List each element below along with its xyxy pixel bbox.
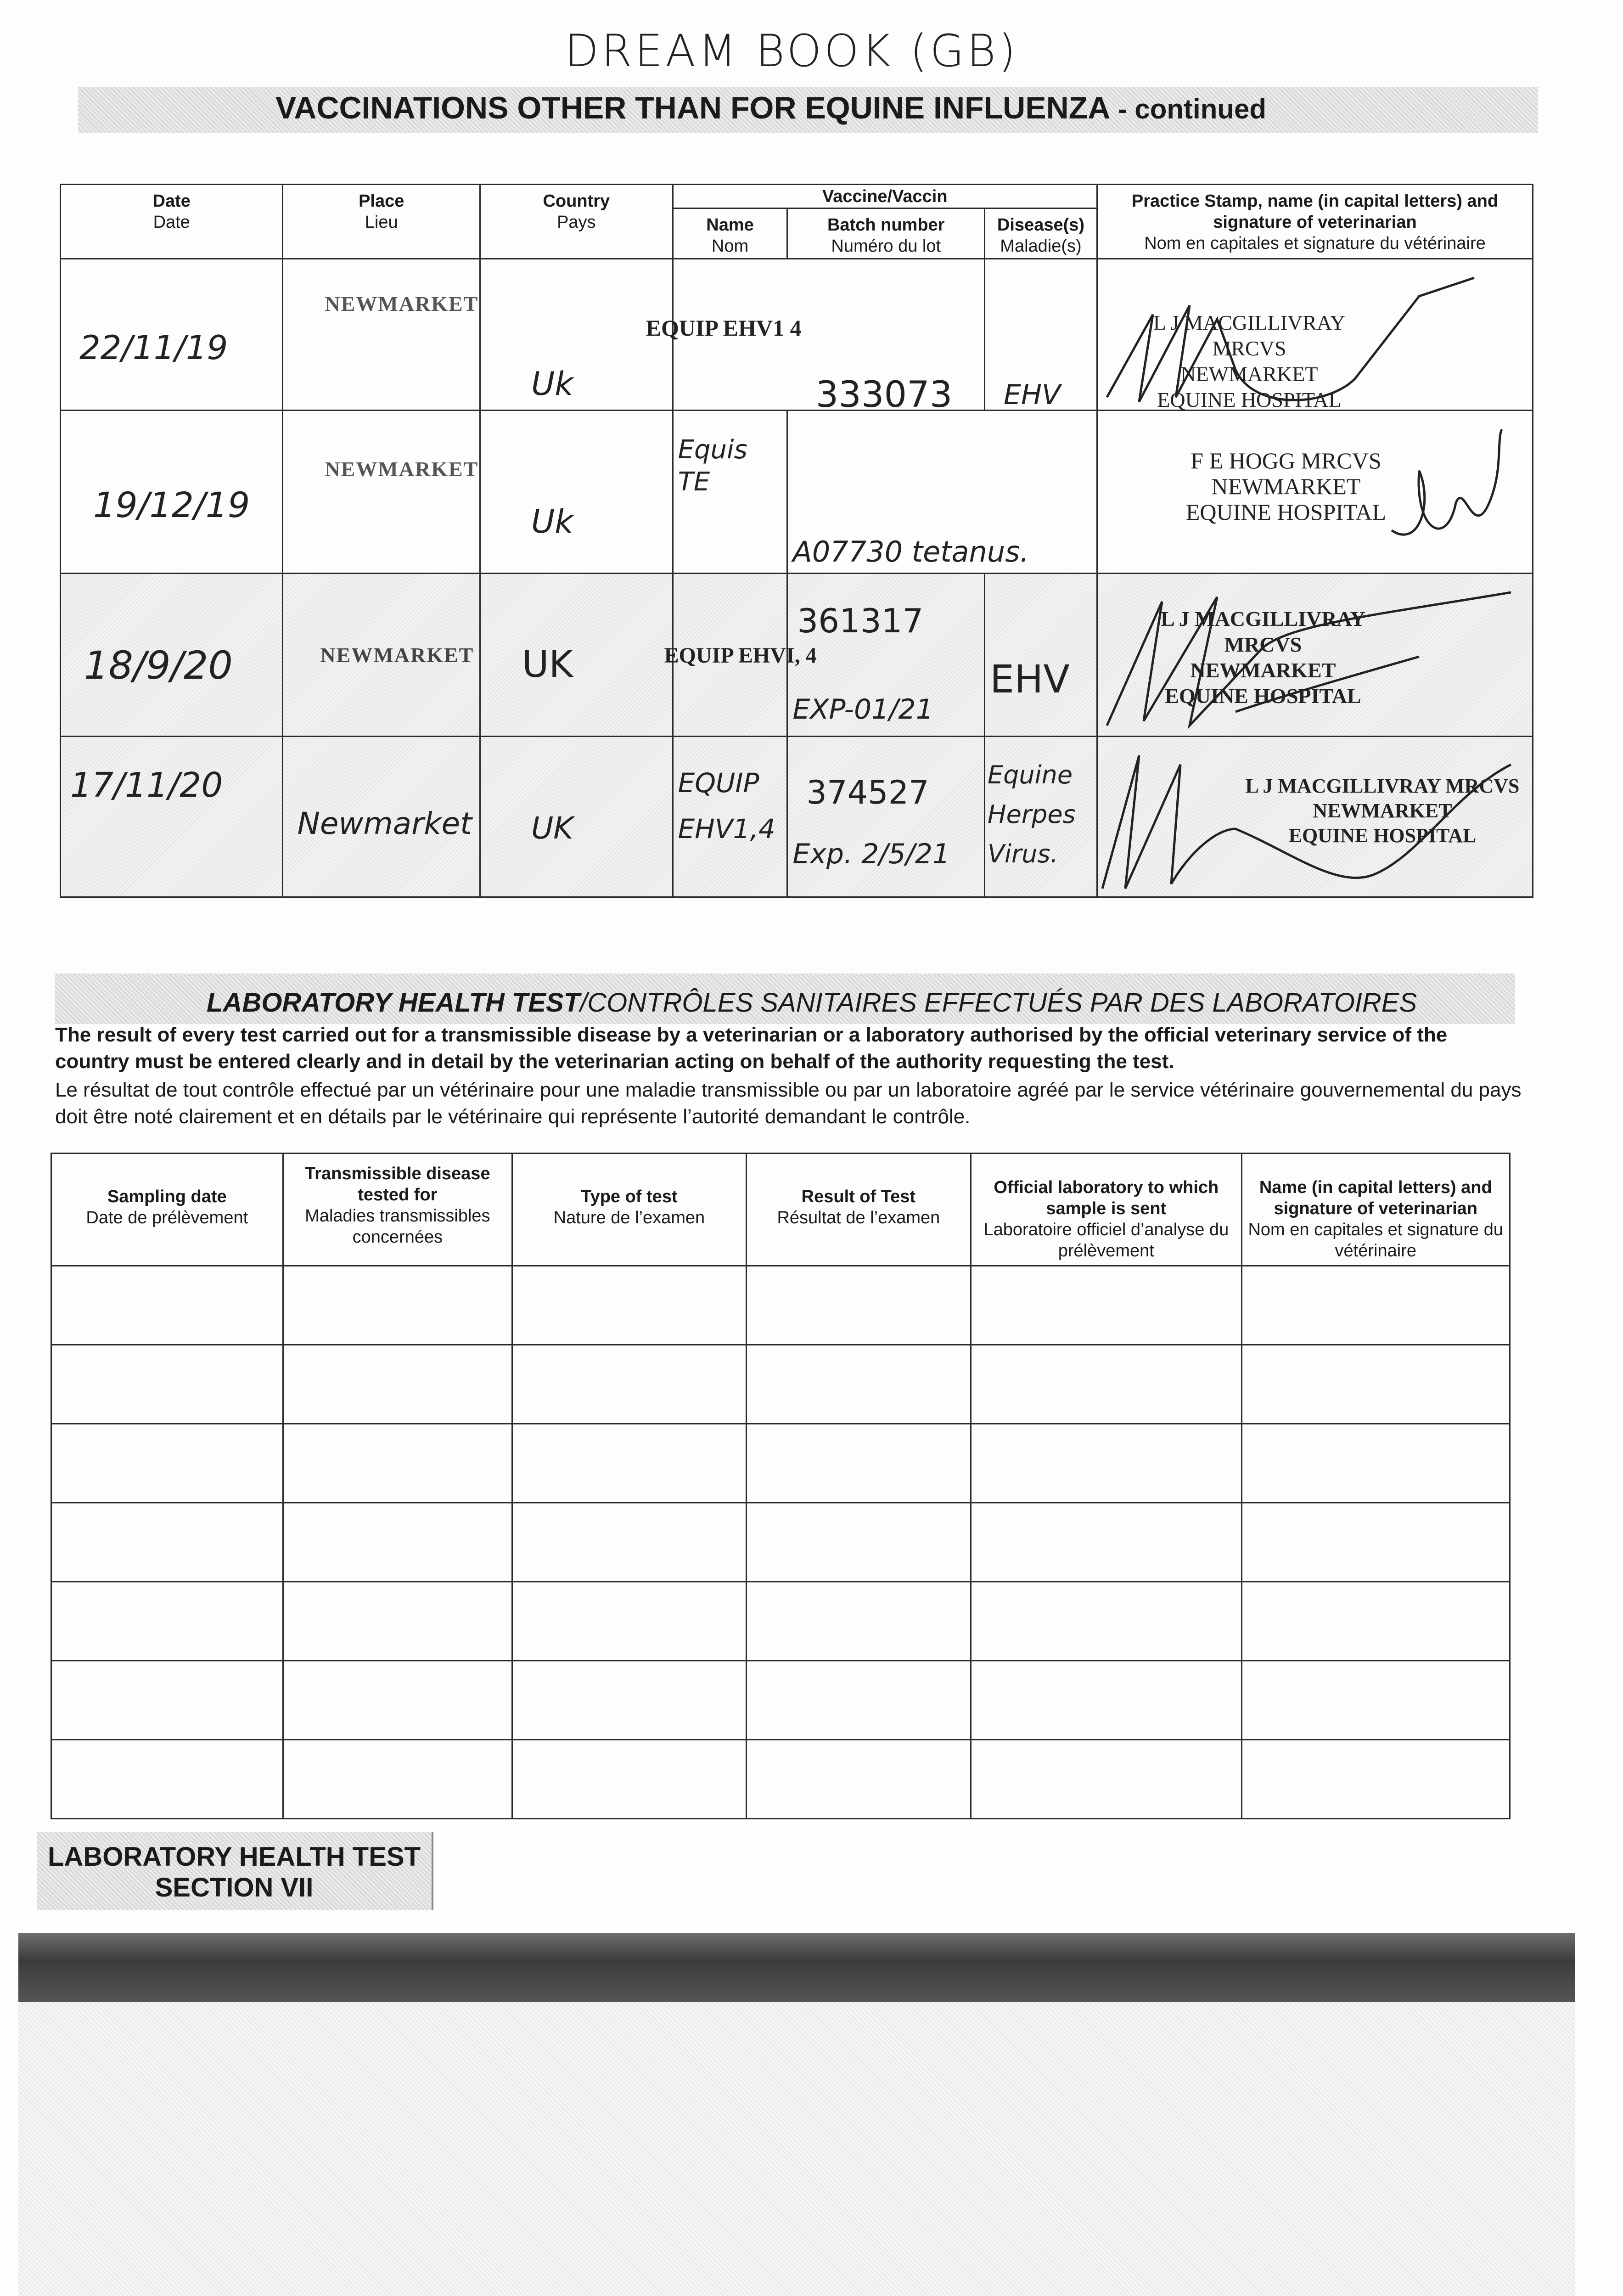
header-stamp: Practice Stamp, name (in capital letters) and signature of veterinarian Nom en capitales et signature du vétérinaire	[1097, 185, 1533, 259]
cell-batch	[787, 574, 985, 737]
country-value: UK	[531, 810, 573, 846]
batch-extra-value: Exp. 2/5/21	[792, 838, 950, 870]
table-row	[61, 737, 1533, 897]
header-disease: Disease(s) Maladie(s)	[985, 208, 1097, 259]
lab-header-result: Result of Test Résultat de l’examen	[746, 1154, 971, 1266]
place-value: Newmarket	[297, 806, 472, 841]
disease-value: Equine Herpes Virus.	[988, 760, 1076, 868]
batch-extra-value: A07730 tetanus.	[792, 535, 1029, 568]
table-row	[61, 259, 1533, 411]
batch-value: 361317	[797, 602, 924, 640]
section-tab-line1: LABORATORY HEALTH TEST	[48, 1842, 421, 1872]
country-value: Uk	[531, 503, 573, 540]
lab-instruction-fr: Le résultat de tout contrôle effectué par un vétérinaire pour une maladie transmissible ou par un laboratoire agréé par le service vétérinaire gouvernemental du pays doit être noté clairement et en détails par le vétérinaire qui représente l’autorité demandant le contrôle.	[55, 1079, 1522, 1128]
cell-date	[61, 259, 283, 411]
cell-country	[480, 737, 673, 897]
section-title	[275, 90, 1266, 126]
vet-signature	[1098, 737, 1534, 898]
batch-value: 374527	[806, 774, 929, 811]
table-row	[51, 1345, 1510, 1424]
disease-value: EHV	[1004, 379, 1061, 411]
horse-name-handwritten: DREAM BOOK (GB)	[565, 25, 1019, 77]
cell-name	[646, 259, 984, 416]
cell-country	[480, 574, 673, 737]
section-title-suffix: - continued	[1118, 94, 1267, 124]
vet-signature	[1098, 259, 1511, 411]
table-row	[51, 1266, 1510, 1345]
table-row	[61, 411, 1533, 574]
section-tab-line2: SECTION VII	[155, 1873, 314, 1902]
header-date: Date Date	[61, 185, 283, 259]
date-value: 18/9/20	[84, 643, 233, 688]
cell-batch	[787, 737, 985, 897]
table-row	[51, 1424, 1510, 1503]
cell-place	[283, 737, 480, 897]
cell-disease	[985, 259, 1097, 411]
cell-date	[61, 737, 283, 897]
country-value: Uk	[531, 365, 573, 403]
cell-disease	[985, 574, 1097, 737]
header-batch: Batch number Numéro du lot	[787, 208, 985, 259]
header-vaccine: Vaccine/Vaccin	[673, 185, 1097, 208]
lab-header-vet: Name (in capital letters) and signature of veterinarian Nom en capitales et signature du vétérinaire	[1241, 1154, 1510, 1266]
batch-extra-value: EXP-01/21	[792, 693, 933, 726]
lab-banner-title-en: LABORATORY HEALTH TEST	[207, 988, 580, 1018]
batch-value: 333073	[815, 374, 953, 416]
vet-signature	[1098, 411, 1511, 574]
cell-name	[673, 411, 787, 574]
cell-place	[283, 411, 480, 574]
cell-disease	[985, 737, 1097, 897]
date-value: 19/12/19	[93, 484, 250, 525]
vaccine-name-value: Equis TE	[678, 435, 747, 497]
date-value: 22/11/19	[79, 328, 228, 367]
section-title-text: VACCINATIONS OTHER THAN FOR EQUINE INFLUENZA	[275, 90, 1109, 125]
lab-instruction-en: The result of every test carried out for a transmissible disease by a veterinarian or a laboratory authorised by the official veterinary service of the country must be entered clearly and in detail by the veterinarian acting on behalf of the authority requesting the test.	[55, 1024, 1448, 1073]
table-row	[51, 1503, 1510, 1582]
country-value: UK	[522, 643, 573, 686]
cell-stamp	[1097, 259, 1533, 411]
vet-stamp: L J MACGILLIVRAY MRCVS NEWMARKET EQUINE HOSPITAL	[1245, 775, 1520, 847]
cell-date	[61, 411, 283, 574]
header-country: Country Pays	[480, 185, 673, 259]
vet-signature	[1098, 574, 1534, 737]
vet-stamp: L J MACGILLIVRAY MRCVS NEWMARKET EQUINE HOSPITAL	[1161, 607, 1365, 708]
place-value: NEWMARKET	[325, 292, 479, 315]
place-value: NEWMARKET	[320, 643, 474, 667]
lab-test-table	[51, 1153, 1511, 1819]
scan-shadow-band	[18, 1933, 1575, 2002]
lab-header-laboratory: Official laboratory to which sample is sent Laboratoire officiel d’analyse du prélèvement	[971, 1154, 1241, 1266]
cell-place	[283, 259, 480, 411]
vet-stamp: F E HOGG MRCVS NEWMARKET EQUINE HOSPITAL	[1185, 448, 1387, 525]
cell-name	[664, 574, 817, 737]
header-name: Name Nom	[673, 208, 787, 259]
table-row	[51, 1740, 1510, 1819]
scan-lower-area	[18, 2002, 1575, 2296]
lab-banner-title-fr: /CONTRÔLES SANITAIRES EFFECTUÉS PAR DES LABORATOIRES	[580, 988, 1417, 1018]
cell-country	[480, 259, 673, 411]
section-tab	[37, 1832, 433, 1910]
vet-stamp: L J MACGILLIVRAY MRCVS NEWMARKET EQUINE HOSPITAL	[1153, 311, 1346, 411]
cell-batch	[787, 411, 1097, 574]
vaccination-table	[60, 184, 1533, 898]
lab-header-sampling-date: Sampling date Date de prélèvement	[51, 1154, 283, 1266]
cell-stamp	[1097, 737, 1533, 897]
table-row	[61, 574, 1533, 737]
table-row	[51, 1582, 1510, 1661]
table-row	[51, 1661, 1510, 1740]
vaccine-name-value: EQUIP EHV1 4	[646, 315, 802, 341]
date-value: 17/11/20	[70, 765, 223, 805]
lab-header-disease: Transmissible disease tested for Maladies transmissibles concernées	[283, 1154, 512, 1266]
vaccine-name-value: EQUIP EHV1,4	[678, 767, 775, 844]
lab-header-test-type: Type of test Nature de l’examen	[512, 1154, 746, 1266]
cell-country	[480, 411, 673, 574]
header-place: Place Lieu	[283, 185, 480, 259]
cell-place	[283, 574, 480, 737]
disease-value: EHV	[990, 657, 1070, 702]
lab-banner-title	[207, 987, 1417, 1018]
cell-stamp	[1097, 574, 1533, 737]
cell-stamp	[1097, 411, 1533, 574]
cell-name	[673, 737, 787, 897]
vaccine-name-value: EQUIP EHVI, 4	[664, 643, 817, 668]
place-value: NEWMARKET	[325, 457, 479, 481]
cell-date	[61, 574, 283, 737]
